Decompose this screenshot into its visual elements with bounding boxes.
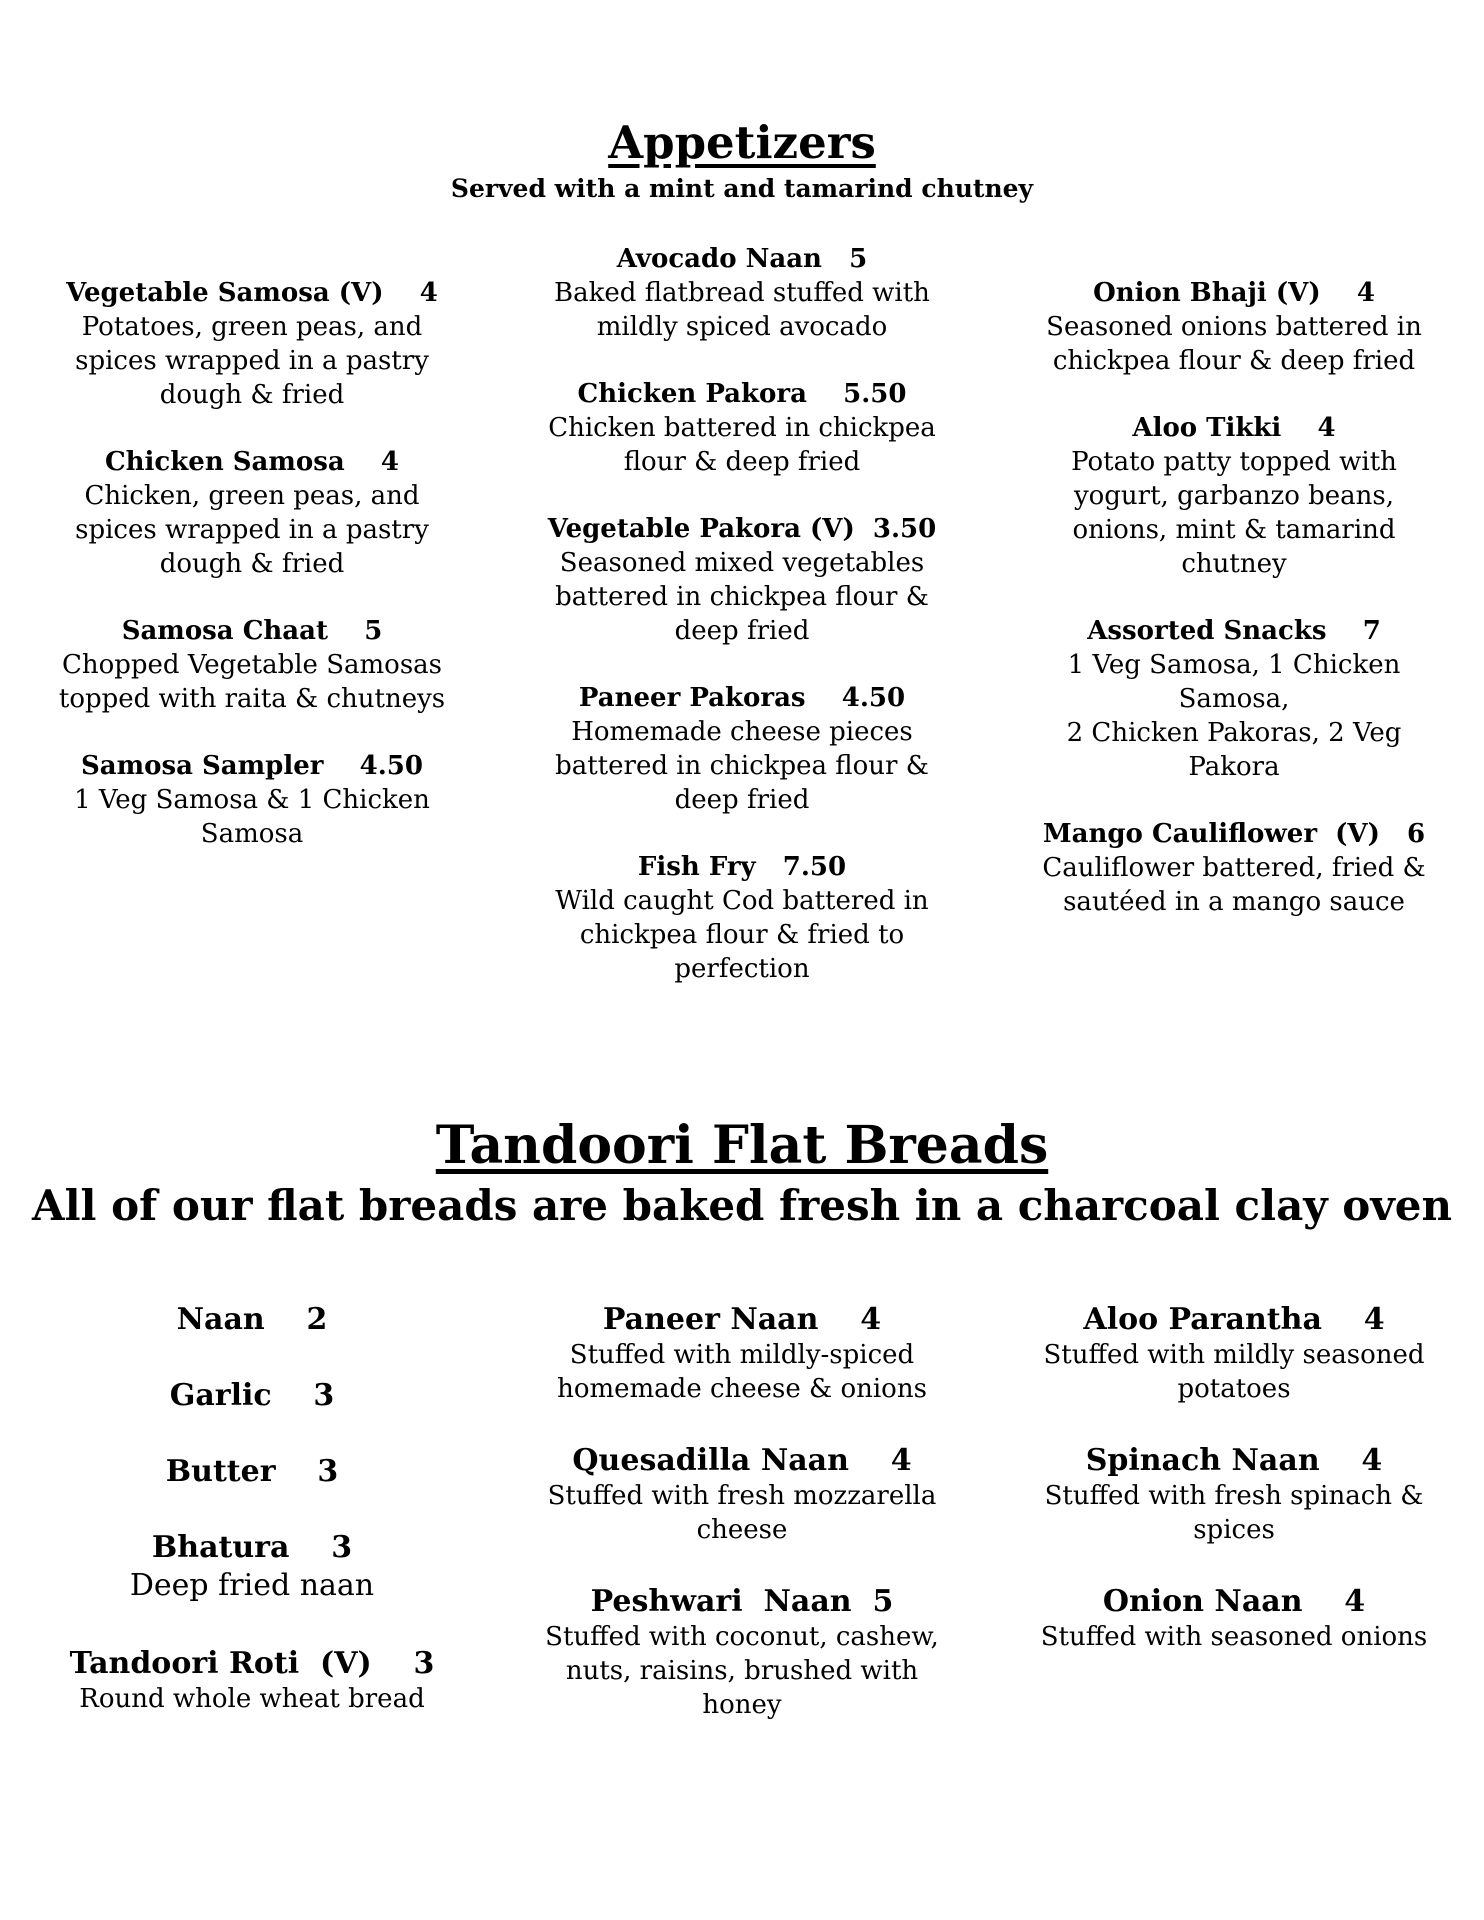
item-description: Chopped Vegetable Samosas topped with raita & chutneys [58, 650, 446, 714]
item-name: Spinach Naan 4 [1085, 1443, 1383, 1478]
menu-item [542, 1584, 942, 1722]
item-name: Paneer Pakoras 4.50 [578, 683, 906, 713]
item-description: Wild caught Cod battered in chickpea flour & fried to perfection [555, 886, 929, 984]
menu-item [1034, 1584, 1434, 1654]
item-description: Deep fried naan [129, 1568, 375, 1603]
item-name: Vegetable Pakora (V) 3.50 [547, 514, 937, 544]
item-name: Aloo Parantha 4 [1083, 1302, 1385, 1337]
item-name: Mango Cauliflower (V) 6 [1042, 819, 1426, 849]
item-description: Stuffed with seasoned onions [1040, 1622, 1428, 1652]
appetizers-title: Appetizers [608, 116, 876, 169]
menu-item [52, 1530, 452, 1606]
menu-item [1034, 1302, 1434, 1406]
item-description: Chicken, green peas, and spices wrapped in a pastry dough & fried [75, 481, 429, 579]
flatbreads-column-1 [52, 1302, 452, 1756]
menu-item [52, 1378, 452, 1414]
item-description: Seasoned onions battered in chickpea flour & deep fried [1046, 312, 1422, 376]
appetizers-column-1 [52, 276, 452, 884]
menu-item [52, 749, 452, 851]
item-name: Bhatura 3 [151, 1530, 353, 1565]
item-name: Samosa Chaat 5 [121, 616, 383, 646]
item-description: Chicken battered in chickpea flour & deep fried [548, 413, 936, 477]
item-name: Vegetable Samosa (V) 4 [66, 278, 438, 308]
item-name: Paneer Naan 4 [602, 1302, 882, 1337]
item-description: Cauliflower battered, fried & sautéed in a mango sauce [1042, 853, 1426, 917]
item-description: 1 Veg Samosa, 1 Chicken Samosa, 2 Chicken Pakoras, 2 Veg Pakora [1066, 650, 1402, 782]
menu-item [52, 1302, 452, 1338]
menu-item [542, 681, 942, 817]
item-description: Round whole wheat bread [79, 1684, 425, 1714]
item-name: Quesadilla Naan 4 [572, 1443, 912, 1478]
menu-item [542, 1443, 942, 1547]
item-name: Butter 3 [165, 1454, 339, 1489]
menu-item [542, 512, 942, 648]
item-name: Peshwari Naan 5 [590, 1584, 894, 1619]
menu-item [52, 1454, 452, 1490]
menu-item [52, 445, 452, 581]
item-description: Stuffed with mildly seasoned potatoes [1043, 1340, 1425, 1404]
item-description: Seasoned mixed vegetables battered in chickpea flour & deep fried [555, 548, 929, 646]
item-name: Avocado Naan 5 [616, 244, 868, 274]
item-description: Stuffed with coconut, cashew, nuts, raisins, brushed with honey [545, 1622, 939, 1720]
menu-item [1034, 411, 1434, 581]
item-description: Baked flatbread stuffed with mildly spiced avocado [554, 278, 930, 342]
item-description: Potato patty topped with yogurt, garbanzo beans, onions, mint & tamarind chutney [1071, 447, 1397, 579]
item-name: Onion Naan 4 [1102, 1584, 1366, 1619]
flatbreads-title: Tandoori Flat Breads [435, 1115, 1049, 1176]
appetizers-column-2 [542, 242, 942, 1019]
menu-item [542, 850, 942, 986]
item-description: Homemade cheese pieces battered in chickpea flour & deep fried [555, 717, 929, 815]
item-description: Potatoes, green peas, and spices wrapped in a pastry dough & fried [75, 312, 429, 410]
item-description: Stuffed with mildly-spiced homemade cheese & onions [557, 1340, 927, 1404]
item-description: 1 Veg Samosa & 1 Chicken Samosa [74, 785, 430, 849]
menu-item [1034, 614, 1434, 784]
item-name: Aloo Tikki 4 [1132, 413, 1336, 443]
item-name: Samosa Sampler 4.50 [81, 751, 423, 781]
flatbreads-column-2 [542, 1302, 942, 1759]
flatbreads-subtitle: All of our flat breads are baked fresh in a charcoal clay oven [32, 1181, 1452, 1230]
item-name: Fish Fry 7.50 [637, 852, 847, 882]
item-description: Stuffed with fresh spinach & spices [1044, 1481, 1424, 1545]
menu-item [1034, 1443, 1434, 1547]
item-name: Onion Bhaji (V) 4 [1093, 278, 1375, 308]
menu-item [52, 1646, 452, 1716]
menu-item [542, 377, 942, 479]
menu-item [1034, 276, 1434, 378]
menu-item [1034, 817, 1434, 919]
item-name: Tandoori Roti (V) 3 [69, 1646, 435, 1681]
item-name: Chicken Pakora 5.50 [577, 379, 907, 409]
item-description: Stuffed with fresh mozzarella cheese [547, 1481, 937, 1545]
item-name: Chicken Samosa 4 [104, 447, 400, 477]
item-name: Assorted Snacks 7 [1087, 616, 1381, 646]
flatbreads-column-3 [1034, 1302, 1434, 1691]
menu-item [542, 242, 942, 344]
menu-item [542, 1302, 942, 1406]
item-name: Naan 2 [176, 1302, 328, 1337]
item-name: Garlic 3 [169, 1378, 335, 1413]
appetizers-subtitle: Served with a mint and tamarind chutney [450, 174, 1034, 203]
menu-item [52, 614, 452, 716]
menu-item [52, 276, 452, 412]
appetizers-column-3 [1034, 276, 1434, 952]
